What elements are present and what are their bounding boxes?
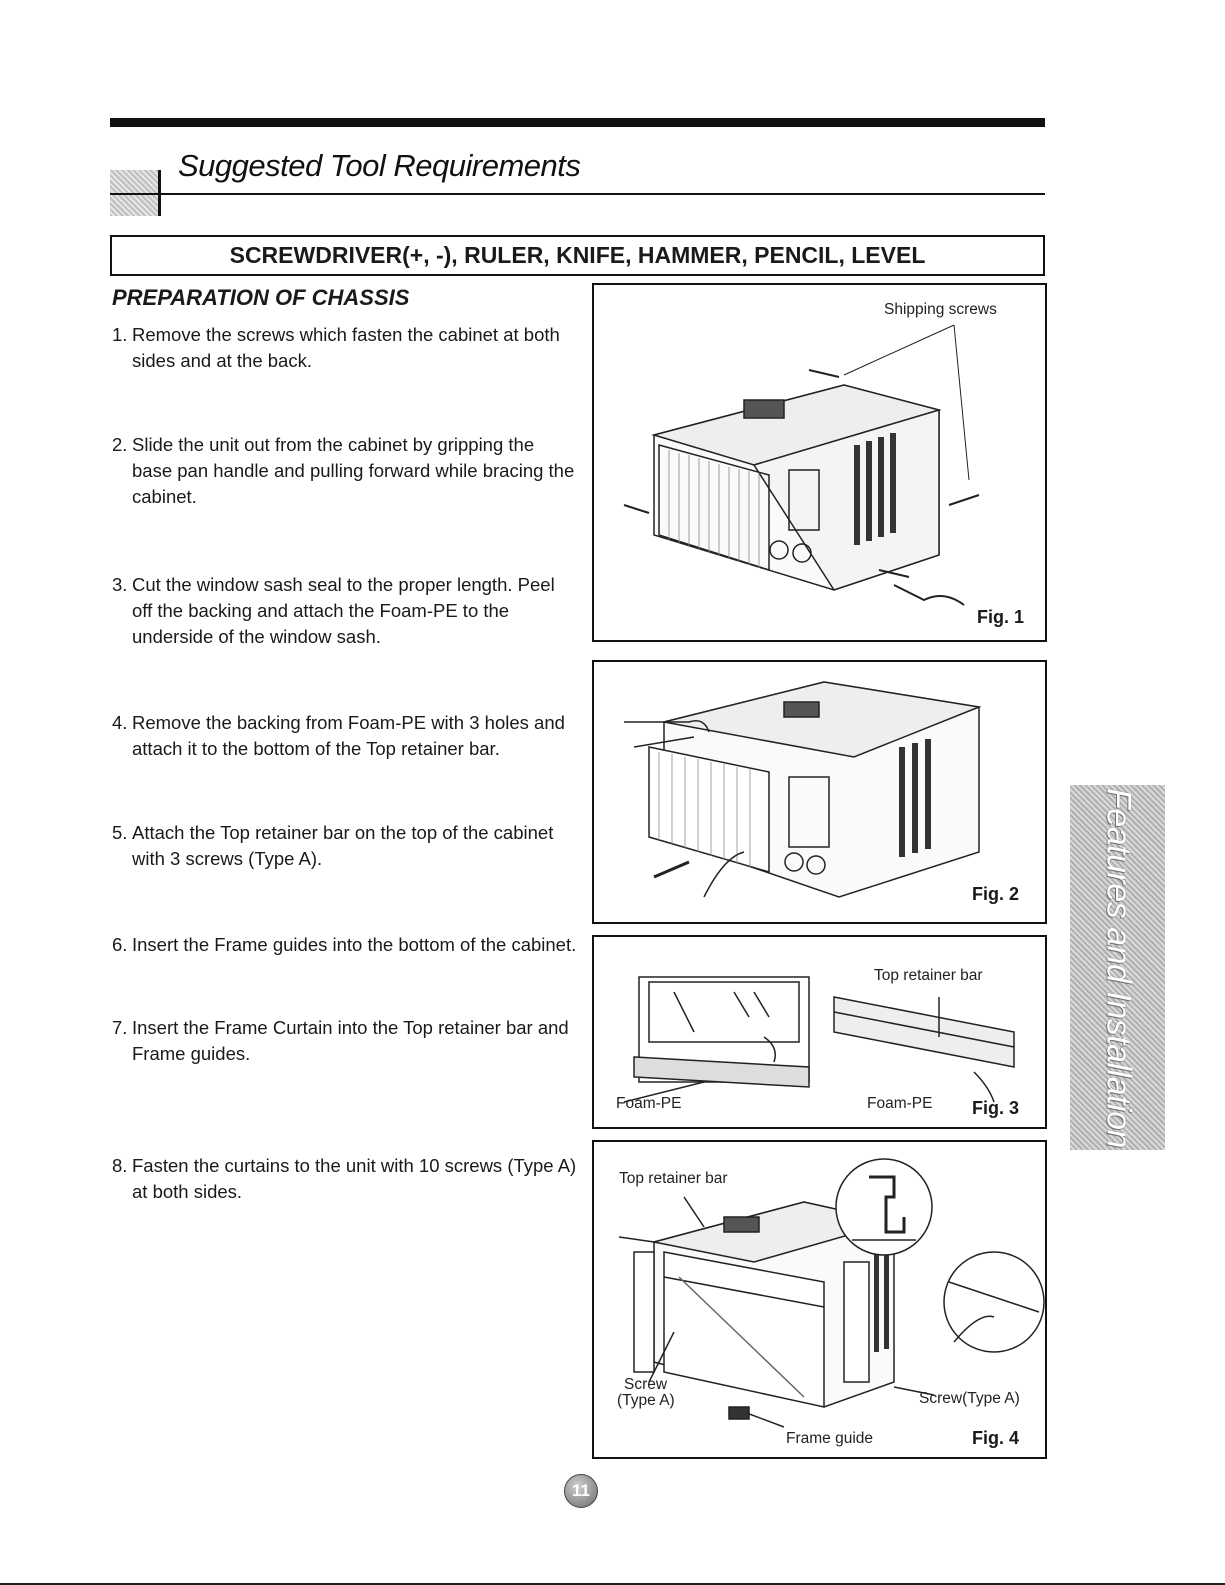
step-number: 3. xyxy=(112,574,128,595)
step-5 xyxy=(112,820,577,872)
step-1 xyxy=(112,322,577,374)
figure-label: Fig. 3 xyxy=(972,1098,1020,1118)
figure-label: Fig. 1 xyxy=(977,607,1025,627)
unit-slide-out-illustration xyxy=(594,662,1045,922)
step-text: Attach the Top retainer bar on the top of the cabinet with 3 screws (Type A). xyxy=(132,822,554,869)
callout-frame-guide: Frame guide xyxy=(786,1430,874,1447)
section-rule xyxy=(110,193,1045,195)
figure-label: Fig. 2 xyxy=(972,884,1020,904)
step-text: Fasten the curtains to the unit with 10 screws (Type A) at both sides. xyxy=(132,1155,577,1202)
figure-2 xyxy=(592,660,1047,924)
step-4 xyxy=(112,710,577,762)
step-number: 1. xyxy=(112,324,128,345)
step-7 xyxy=(112,1015,577,1067)
step-2 xyxy=(112,432,577,510)
side-tab-label: Features and Installation xyxy=(1099,787,1137,1148)
step-text: Remove the backing from Foam-PE with 3 holes and attach it to the bottom of the Top retainer bar. xyxy=(132,712,565,759)
page-number: 11 xyxy=(564,1474,598,1508)
callout-screw-type-a-right: Screw(Type A) xyxy=(919,1390,1020,1407)
step-number: 6. xyxy=(112,934,128,955)
step-text: Cut the window sash seal to the proper length. Peel off the backing and attach the Foam-PE to the underside of the window sash. xyxy=(132,574,555,647)
step-text: Remove the screws which fasten the cabinet at both sides and at the back. xyxy=(132,324,560,371)
step-8 xyxy=(112,1153,577,1205)
step-text: Insert the Frame guides into the bottom of the cabinet. xyxy=(132,934,577,955)
chapter-side-tab xyxy=(1070,785,1165,1150)
callout-top-retainer-bar: Top retainer bar xyxy=(874,967,983,984)
callout-top-retainer-bar: Top retainer bar xyxy=(619,1170,728,1187)
step-number: 2. xyxy=(112,434,128,455)
callout-screw: Screw xyxy=(624,1376,668,1393)
callout-foam-pe-left: Foam-PE xyxy=(616,1095,682,1112)
figure-4 xyxy=(592,1140,1047,1459)
step-number: 5. xyxy=(112,822,128,843)
preparation-heading: PREPARATION OF CHASSIS xyxy=(112,285,410,310)
air-conditioner-cabinet-illustration xyxy=(594,285,1045,640)
step-number: 4. xyxy=(112,712,128,733)
step-number: 8. xyxy=(112,1155,128,1176)
step-6 xyxy=(112,932,577,958)
section-title: Suggested Tool Requirements xyxy=(178,148,581,183)
figure-label: Fig. 4 xyxy=(972,1428,1020,1448)
top-rule xyxy=(110,118,1045,127)
figure-1 xyxy=(592,283,1047,642)
step-number: 7. xyxy=(112,1017,128,1038)
callout-screw-type-a: (Type A) xyxy=(617,1392,675,1409)
step-text: Insert the Frame Curtain into the Top retainer bar and Frame guides. xyxy=(132,1017,569,1064)
callout-foam-pe-right: Foam-PE xyxy=(867,1095,933,1112)
figure-3 xyxy=(592,935,1047,1129)
step-text: Slide the unit out from the cabinet by gripping the base pan handle and pulling forward while bracing the cabinet. xyxy=(132,434,575,507)
step-3 xyxy=(112,572,577,650)
tool-requirements-box: SCREWDRIVER(+, -), RULER, KNIFE, HAMMER, PENCIL, LEVEL xyxy=(110,235,1045,276)
callout-shipping-screws: Shipping screws xyxy=(884,301,997,318)
